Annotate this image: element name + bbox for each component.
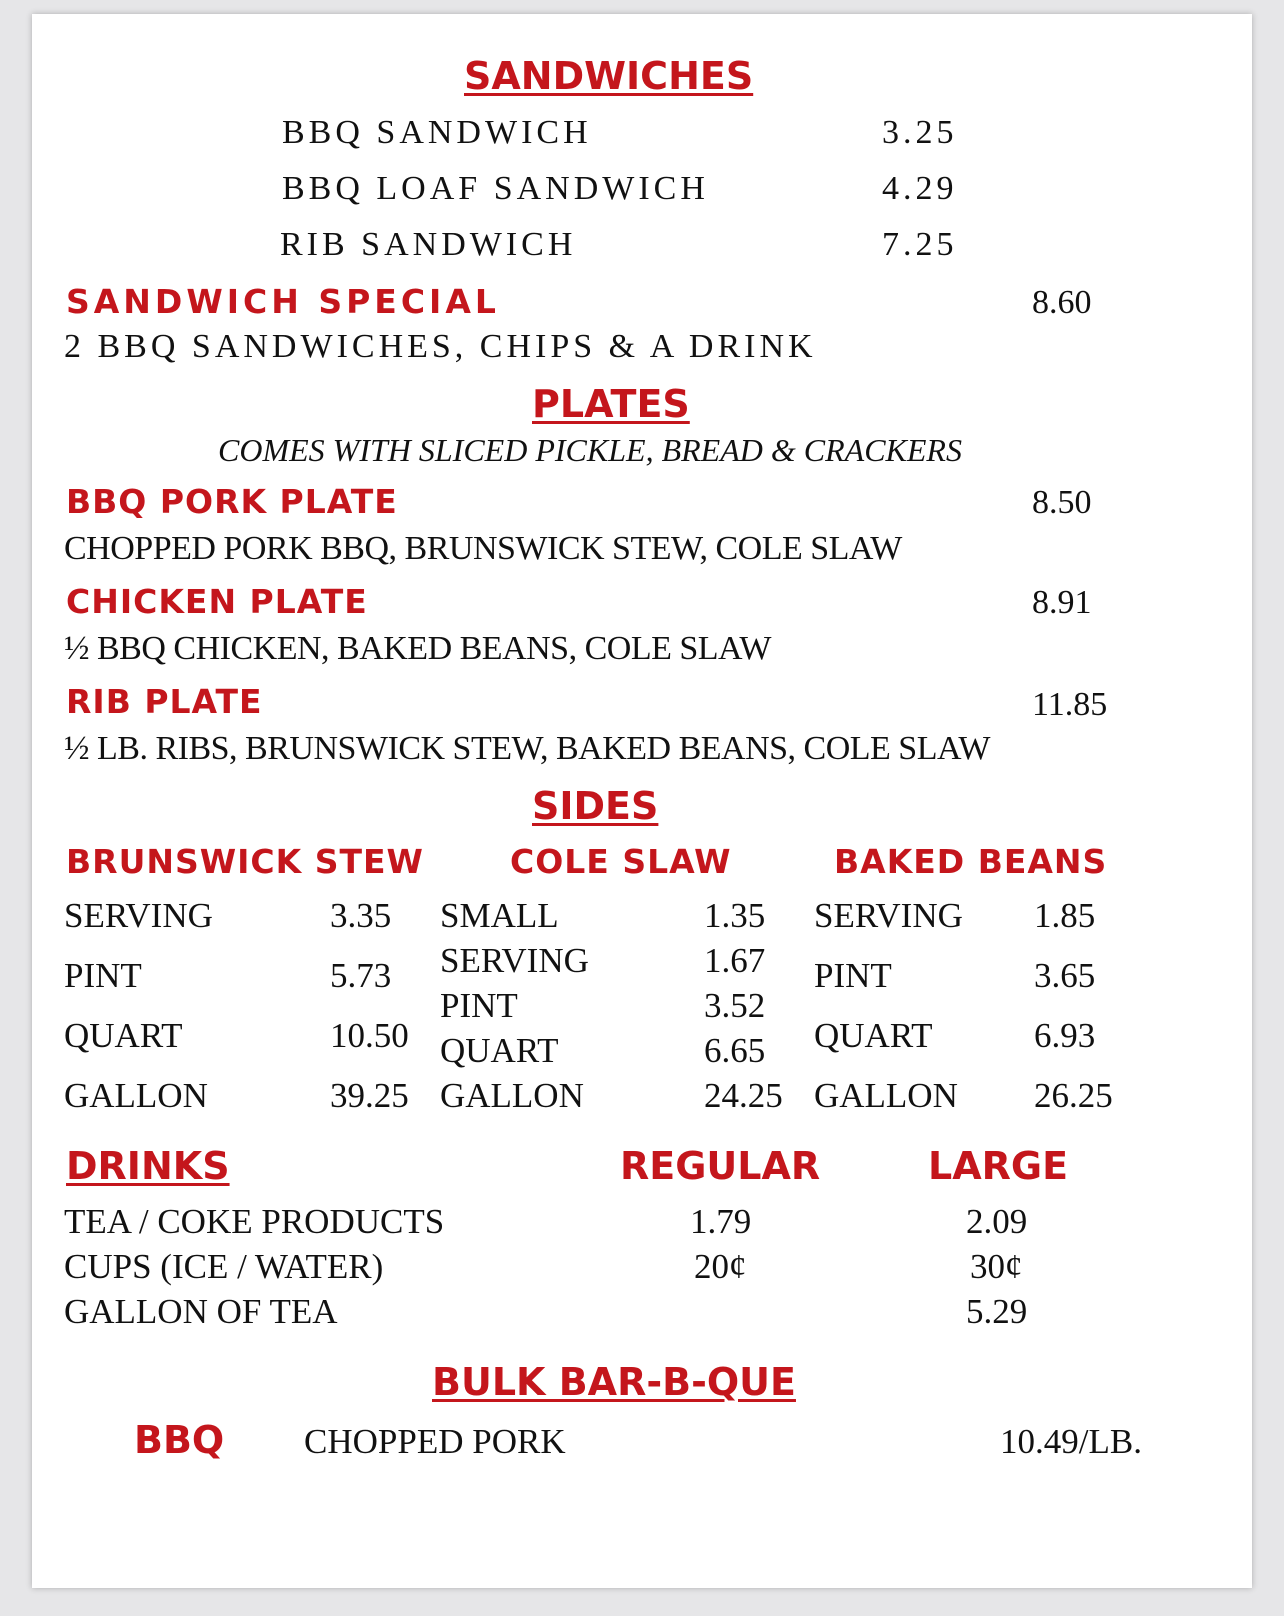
side-price: 3.35 [330, 896, 392, 935]
side-size: PINT [64, 956, 142, 995]
bulk-heading: BULK BAR-B-QUE [432, 1360, 796, 1404]
plates-heading: PLATES [532, 382, 690, 426]
side-price: 6.65 [704, 1031, 766, 1070]
side-size: SERVING [440, 941, 589, 980]
side-size: SMALL [440, 896, 559, 935]
plate-price: 11.85 [1032, 686, 1108, 723]
side-size: SERVING [64, 896, 213, 935]
side-price: 26.25 [1034, 1076, 1113, 1115]
sandwiches-heading: SANDWICHES [464, 54, 754, 98]
bulk-item: CHOPPED PORK [304, 1422, 566, 1461]
sides-heading: SIDES [532, 784, 659, 828]
side-price: 39.25 [330, 1076, 409, 1115]
plate-name: BBQ PORK PLATE [66, 482, 398, 521]
side-price: 24.25 [704, 1076, 783, 1115]
menu-page [32, 14, 1252, 1588]
side-column-title: COLE SLAW [510, 842, 732, 881]
drink-large-price: 5.29 [966, 1292, 1028, 1331]
drink-name: TEA / COKE PRODUCTS [64, 1202, 445, 1241]
side-size: GALLON [64, 1076, 208, 1115]
drink-regular-price: 1.79 [690, 1202, 752, 1241]
side-price: 3.52 [704, 986, 766, 1025]
side-price: 10.50 [330, 1016, 409, 1055]
drinks-large-header: LARGE [928, 1144, 1069, 1188]
menu-item-name: BBQ SANDWICH [282, 114, 592, 151]
menu-item-price: 7.25 [882, 226, 958, 263]
side-price: 6.93 [1034, 1016, 1096, 1055]
side-price: 1.67 [704, 941, 766, 980]
side-size: QUART [814, 1016, 933, 1055]
special-price: 8.60 [1032, 284, 1092, 321]
drink-name: GALLON OF TEA [64, 1292, 338, 1331]
drink-large-price: 2.09 [966, 1202, 1028, 1241]
plate-description: CHOPPED PORK BBQ, BRUNSWICK STEW, COLE SLAW [64, 530, 902, 567]
side-size: GALLON [440, 1076, 584, 1115]
side-price: 1.35 [704, 896, 766, 935]
drink-regular-price: 20¢ [694, 1247, 747, 1286]
special-heading: SANDWICH SPECIAL [66, 282, 500, 321]
menu-item-price: 3.25 [882, 114, 958, 151]
side-price: 1.85 [1034, 896, 1096, 935]
side-size: QUART [440, 1031, 559, 1070]
side-size: QUART [64, 1016, 183, 1055]
plate-description: ½ LB. RIBS, BRUNSWICK STEW, BAKED BEANS, COLE SLAW [64, 730, 990, 767]
drinks-heading: DRINKS [66, 1144, 230, 1188]
plate-description: ½ BBQ CHICKEN, BAKED BEANS, COLE SLAW [64, 630, 771, 667]
plate-price: 8.91 [1032, 584, 1092, 621]
bulk-price: 10.49/LB. [1000, 1422, 1142, 1461]
side-size: PINT [814, 956, 892, 995]
side-size: PINT [440, 986, 518, 1025]
drink-large-price: 30¢ [970, 1247, 1023, 1286]
plate-price: 8.50 [1032, 484, 1092, 521]
side-price: 5.73 [330, 956, 392, 995]
side-size: GALLON [814, 1076, 958, 1115]
special-description: 2 BBQ SANDWICHES, CHIPS & A DRINK [64, 328, 817, 365]
side-size: SERVING [814, 896, 963, 935]
menu-item-name: RIB SANDWICH [280, 226, 577, 263]
side-price: 3.65 [1034, 956, 1096, 995]
side-column-title: BRUNSWICK STEW [66, 842, 424, 881]
side-column-title: BAKED BEANS [834, 842, 1108, 881]
bulk-label: BBQ [134, 1418, 225, 1462]
plate-name: RIB PLATE [66, 682, 263, 721]
plate-name: CHICKEN PLATE [66, 582, 368, 621]
menu-item-name: BBQ LOAF SANDWICH [282, 170, 709, 207]
plates-note: COMES WITH SLICED PICKLE, BREAD & CRACKERS [218, 432, 962, 468]
drinks-regular-header: REGULAR [620, 1144, 821, 1188]
menu-item-price: 4.29 [882, 170, 958, 207]
drink-name: CUPS (ICE / WATER) [64, 1247, 384, 1286]
